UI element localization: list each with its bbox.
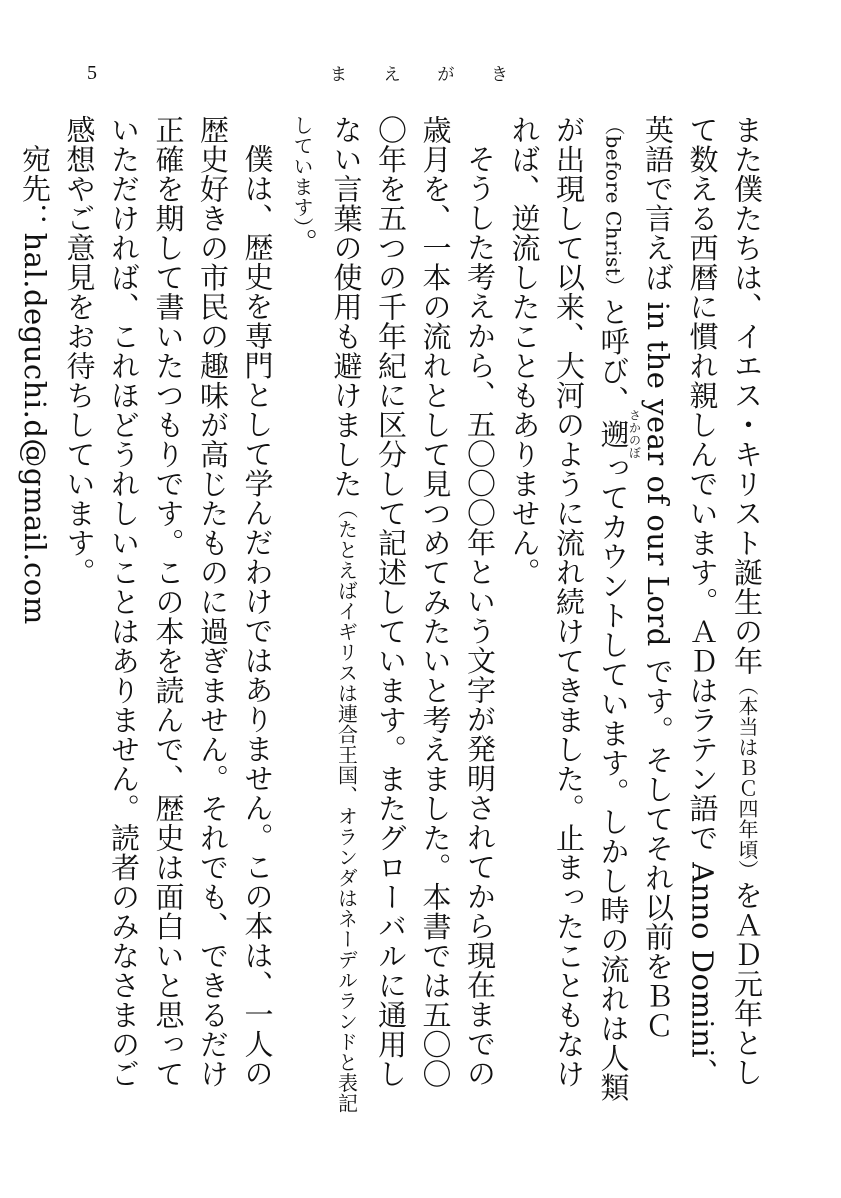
running-title-char: が (437, 65, 457, 85)
paragraph-3: 僕は、歴史を専門として学んだわけではありません。この本は、一人の歴史好きの市民の趣味が高じたものに過ぎません。それでも、できるだけ正確を期して書いたつもりです。この本を読んで、歴史は面白いと思っていただければ、これほどうれしいことはありません。読者のみなさまのご感想やご意見をお待ちしています。 (62, 115, 275, 1089)
paragraph-1-text-a: また僕たちは、イエス・キリスト誕生の年 (730, 115, 764, 676)
paragraph-1-text-b: をＡＤ元年として数える西暦に慣れ親しんでいます。ＡＤはラテン語で Anno Domini、英語で言えば in the year of our Lord です。そしてそれ以前をＢＣ (641, 115, 764, 1088)
running-title-char: え (383, 65, 403, 85)
paragraph-1-text-c: と呼び、 (596, 296, 631, 415)
running-title (330, 60, 510, 85)
paragraph-2 (280, 115, 503, 1115)
body-text (13, 115, 770, 1115)
ruby-base: 遡 (596, 408, 631, 459)
paragraph-2-note: （たとえばイギリスは連合王国、オランダはネーデルランドと表記しています） (290, 115, 359, 1114)
running-title-char: き (490, 65, 510, 85)
running-title-char: ま (330, 65, 349, 85)
contact-address: 宛先：hal.deguchi.d@gmail.com (18, 144, 52, 625)
page-number: 5 (87, 62, 97, 84)
ruby-reading: さかのぼ (627, 408, 642, 459)
paragraph-2-text-a: そうした考えから、五〇〇〇年という文字が発明されてから現在までの歳月を、一本の流れとして見つめてみたいと考えました。本書では五〇〇〇年を五つの千年紀に区分して記述しています。またグローバルに通用しない言葉の使用も避けました (329, 115, 497, 1089)
ruby-word (596, 408, 642, 459)
paragraph-1-note: （本当はＢＣ四年頃） (735, 675, 759, 881)
paragraph-1-note-2: （before Christ） (601, 115, 626, 297)
paragraph-2-text-b: 。 (285, 228, 319, 258)
paragraph-1 (502, 115, 769, 1115)
paragraph-1-text-d: ってカウントしています。しかし時の流れは人類が出現して以来、大河のように流れ続けてきました。止まったこともなければ、逆流したこともありません。 (507, 115, 631, 1102)
